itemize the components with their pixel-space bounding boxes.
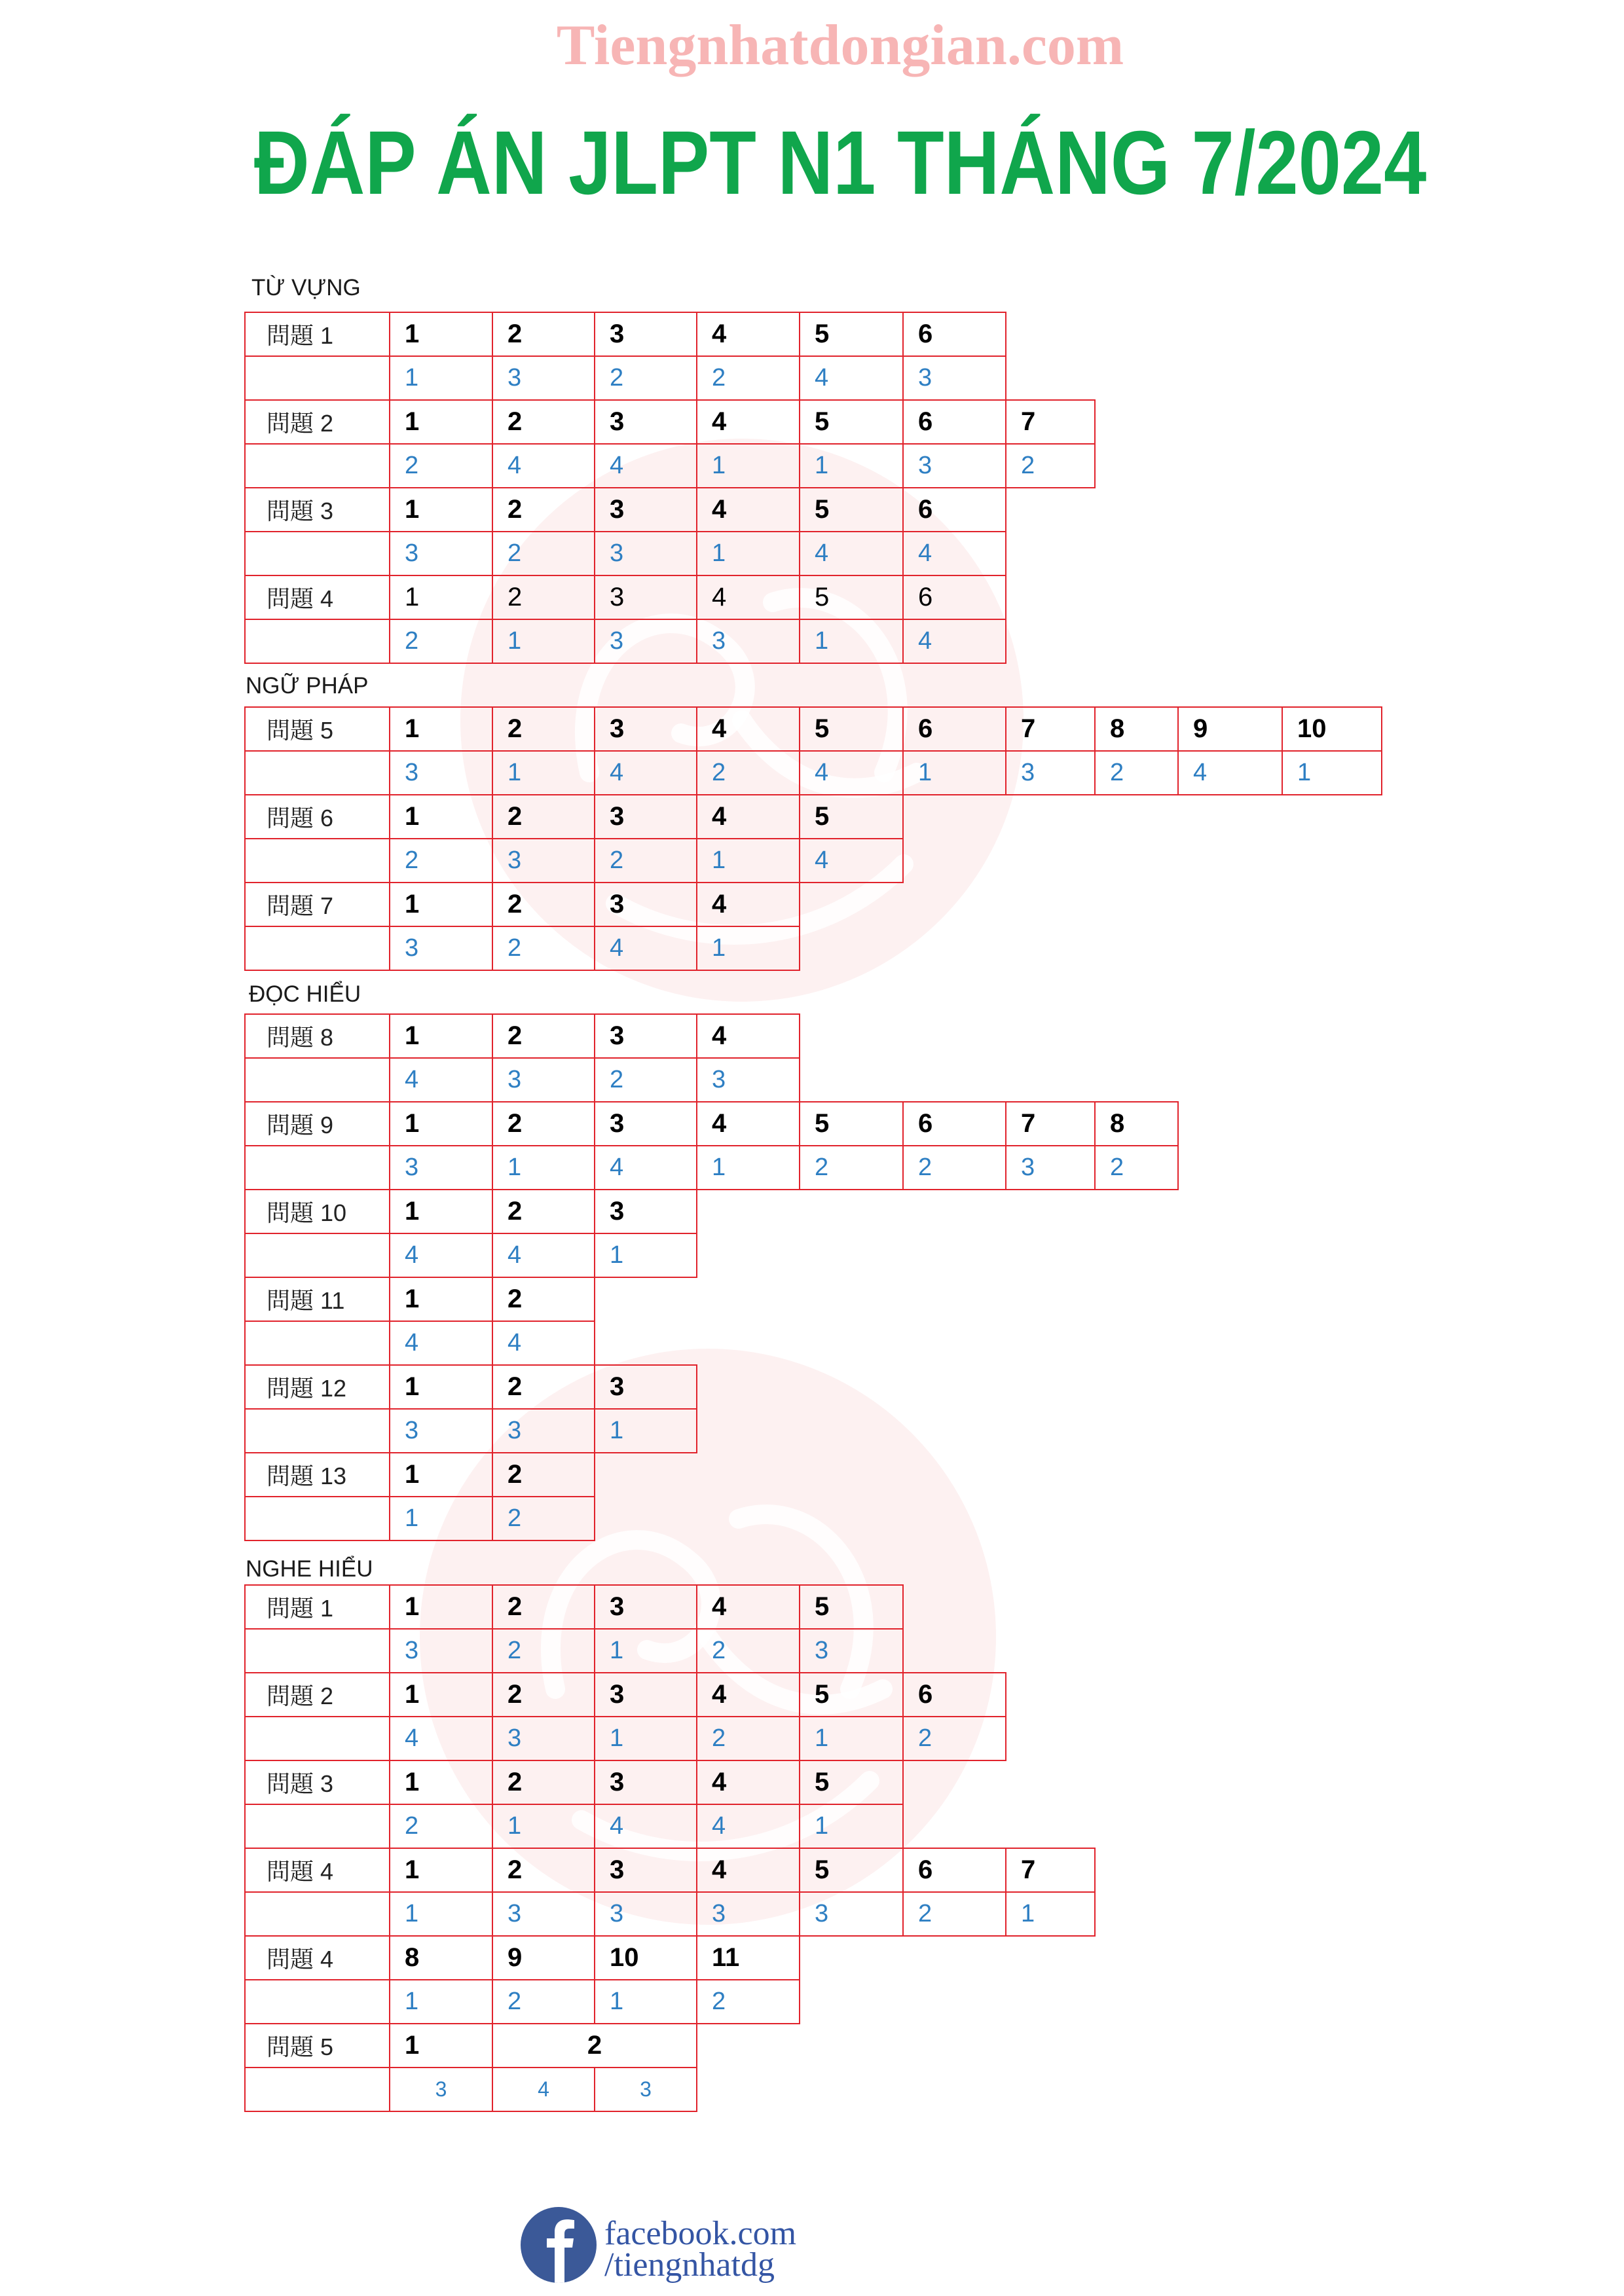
question-number: 4: [696, 575, 800, 620]
question-number: 1: [389, 1584, 493, 1630]
question-number: 6: [902, 575, 1006, 620]
question-number: 2: [492, 487, 595, 532]
question-number: 5: [799, 1101, 904, 1146]
answer-value: 4: [492, 1321, 595, 1366]
answer-value: 4: [594, 1145, 697, 1190]
answer-value: 1: [594, 1716, 697, 1761]
question-number: 2: [492, 1452, 595, 1497]
label-blank-cell: [244, 1804, 390, 1849]
answer-value: 2: [696, 1979, 800, 2024]
answer-value: 1: [696, 926, 800, 971]
answer-value: 3: [696, 1057, 800, 1102]
question-number: 1: [389, 1101, 493, 1146]
answer-value: 3: [492, 1891, 595, 1937]
answer-value: 1: [389, 1496, 493, 1541]
question-number: 1: [389, 575, 493, 620]
answer-value: 2: [492, 531, 595, 576]
question-group-label: 問題 3: [244, 487, 390, 532]
question-number: 8: [389, 1935, 493, 1980]
question-number: 4: [696, 1584, 800, 1630]
question-number: 4: [696, 706, 800, 752]
question-number: 2: [492, 706, 595, 752]
answer-value: 2: [389, 619, 493, 664]
answer-value: 3: [492, 1057, 595, 1102]
label-blank-cell: [244, 443, 390, 488]
answer-value: 2: [492, 1979, 595, 2024]
answer-value: 3: [389, 926, 493, 971]
label-blank-cell: [244, 619, 390, 664]
question-number: 2: [492, 312, 595, 357]
question-number: 6: [902, 312, 1006, 357]
question-number: 3: [594, 1672, 697, 1717]
answer-value: 4: [799, 750, 904, 795]
answer-value: 1: [799, 1804, 904, 1849]
facebook-link-path: /tiengnhatdg: [604, 2246, 775, 2284]
question-number: 1: [389, 794, 493, 839]
question-number: 1: [389, 1452, 493, 1497]
question-number: 2: [492, 575, 595, 620]
answer-value: 2: [696, 750, 800, 795]
question-number: 2: [492, 1189, 595, 1234]
question-number: 2: [492, 1364, 595, 1410]
question-number: 3: [594, 575, 697, 620]
answer-value: 1: [594, 1233, 697, 1278]
question-number: 8: [1094, 706, 1179, 752]
question-number: 2: [492, 1013, 595, 1059]
answer-value: 1: [902, 750, 1006, 795]
question-number: 5: [799, 706, 904, 752]
answer-value: 3: [594, 619, 697, 664]
answer-value: 3: [492, 355, 595, 401]
question-number: 5: [799, 1760, 904, 1805]
answer-value: 1: [799, 1716, 904, 1761]
answer-value: 3: [594, 2067, 697, 2112]
question-number: 5: [799, 399, 904, 445]
question-number: 4: [696, 1672, 800, 1717]
answer-value: 2: [696, 1716, 800, 1761]
question-number: 10: [594, 1935, 697, 1980]
question-group-label: 問題 6: [244, 794, 390, 839]
question-number: 3: [594, 1364, 697, 1410]
question-group-label: 問題 11: [244, 1277, 390, 1322]
question-number: 3: [594, 1101, 697, 1146]
answer-value: 4: [389, 1716, 493, 1761]
question-number: 4: [696, 882, 800, 927]
facebook-icon: [521, 2207, 597, 2283]
answer-value: 2: [492, 1628, 595, 1673]
question-group-label: 問題 5: [244, 706, 390, 752]
answer-value: 2: [492, 1496, 595, 1541]
answer-value: 2: [696, 355, 800, 401]
question-group-label: 問題 5: [244, 2023, 390, 2068]
question-number: 3: [594, 1760, 697, 1805]
question-number: 1: [389, 882, 493, 927]
answer-value: 2: [1094, 750, 1179, 795]
answer-value: 1: [696, 443, 800, 488]
answer-value: 3: [1005, 1145, 1096, 1190]
question-number: 5: [799, 794, 904, 839]
answer-value: 1: [389, 1979, 493, 2024]
answer-value: 4: [1177, 750, 1283, 795]
answer-value: 3: [696, 1891, 800, 1937]
question-number: 4: [696, 1101, 800, 1146]
label-blank-cell: [244, 355, 390, 401]
answer-value: 4: [492, 443, 595, 488]
answer-value: 3: [389, 750, 493, 795]
answer-value: 3: [492, 838, 595, 883]
answer-value: 2: [902, 1145, 1006, 1190]
section-title: NGỮ PHÁP: [246, 673, 369, 699]
question-number: 2: [492, 882, 595, 927]
section-title: TỪ VỰNG: [251, 275, 361, 301]
answer-value: 4: [696, 1804, 800, 1849]
question-number: 1: [389, 1672, 493, 1717]
answer-value: 3: [594, 1891, 697, 1937]
answer-value: 3: [799, 1628, 904, 1673]
answer-value: 3: [799, 1891, 904, 1937]
answer-value: 4: [799, 838, 904, 883]
answer-value: 3: [389, 2067, 493, 2112]
answer-value: 4: [492, 1233, 595, 1278]
facebook-link: [604, 2215, 797, 2284]
label-blank-cell: [244, 531, 390, 576]
answer-value: 2: [594, 838, 697, 883]
answer-value: 1: [1282, 750, 1382, 795]
question-number: 1: [389, 2023, 493, 2068]
question-number: 3: [594, 706, 697, 752]
question-group-label: 問題 8: [244, 1013, 390, 1059]
question-group-label: 問題 7: [244, 882, 390, 927]
answer-value: 1: [492, 619, 595, 664]
label-blank-cell: [244, 1321, 390, 1366]
answer-value: 4: [389, 1057, 493, 1102]
question-number: 2: [492, 1277, 595, 1322]
answer-value: 1: [799, 443, 904, 488]
question-number: 6: [902, 1672, 1006, 1717]
answer-value: 4: [799, 531, 904, 576]
label-blank-cell: [244, 1145, 390, 1190]
question-number: 2: [492, 399, 595, 445]
answer-value: 2: [492, 926, 595, 971]
answer-value: 4: [594, 750, 697, 795]
question-number: 9: [492, 1935, 595, 1980]
answer-value: 1: [799, 619, 904, 664]
label-blank-cell: [244, 1628, 390, 1673]
answer-value: 2: [389, 443, 493, 488]
question-number: 4: [696, 399, 800, 445]
question-number: 3: [594, 1584, 697, 1630]
answer-value: 3: [902, 443, 1006, 488]
answer-value: 2: [594, 1057, 697, 1102]
question-number: 4: [696, 1013, 800, 1059]
answer-value: 1: [696, 531, 800, 576]
label-blank-cell: [244, 1408, 390, 1453]
question-number: 2: [492, 1672, 595, 1717]
question-number: 11: [696, 1935, 800, 1980]
question-number: 4: [696, 1760, 800, 1805]
answer-value: 1: [492, 750, 595, 795]
question-number: 4: [696, 1848, 800, 1893]
section-title: ĐỌC HIỂU: [249, 981, 361, 1007]
answer-value: 4: [902, 619, 1006, 664]
answer-value: 2: [1005, 443, 1096, 488]
answer-value: 1: [389, 355, 493, 401]
facebook-link-domain: facebook.com: [604, 2215, 797, 2252]
label-blank-cell: [244, 2067, 390, 2112]
question-number: 5: [799, 487, 904, 532]
question-number: 2: [492, 794, 595, 839]
question-group-label: 問題 4: [244, 575, 390, 620]
answer-value: 4: [594, 443, 697, 488]
question-number: 2: [492, 1848, 595, 1893]
question-number: 4: [696, 487, 800, 532]
answer-value: 3: [389, 1408, 493, 1453]
answer-value: 3: [492, 1716, 595, 1761]
question-number: 1: [389, 399, 493, 445]
question-number: 7: [1005, 1101, 1096, 1146]
answer-value: 4: [389, 1321, 493, 1366]
question-number: 2: [492, 2023, 697, 2068]
question-number: 8: [1094, 1101, 1179, 1146]
question-number: 4: [696, 794, 800, 839]
question-number: 1: [389, 1760, 493, 1805]
question-number: 3: [594, 1013, 697, 1059]
question-number: 5: [799, 1848, 904, 1893]
question-number: 2: [492, 1760, 595, 1805]
question-number: 10: [1282, 706, 1382, 752]
answer-value: 2: [696, 1628, 800, 1673]
question-number: 3: [594, 794, 697, 839]
question-group-label: 問題 13: [244, 1452, 390, 1497]
label-blank-cell: [244, 1716, 390, 1761]
label-blank-cell: [244, 1233, 390, 1278]
answer-value: 3: [902, 355, 1006, 401]
answer-value: 1: [492, 1804, 595, 1849]
label-blank-cell: [244, 926, 390, 971]
answer-value: 4: [389, 1233, 493, 1278]
answer-value: 3: [389, 1628, 493, 1673]
question-number: 7: [1005, 399, 1096, 445]
question-number: 6: [902, 1101, 1006, 1146]
answer-value: 2: [799, 1145, 904, 1190]
question-number: 3: [594, 399, 697, 445]
question-number: 3: [594, 487, 697, 532]
answer-value: 4: [594, 926, 697, 971]
question-number: 2: [492, 1584, 595, 1630]
question-group-label: 問題 2: [244, 1672, 390, 1717]
label-blank-cell: [244, 1057, 390, 1102]
question-number: 1: [389, 487, 493, 532]
answer-value: 1: [696, 838, 800, 883]
question-number: 1: [389, 706, 493, 752]
question-number: 7: [1005, 1848, 1096, 1893]
page-title: [56, 113, 1624, 213]
answer-value: 2: [389, 838, 493, 883]
answer-value: 3: [594, 531, 697, 576]
question-number: 5: [799, 575, 904, 620]
question-number: 1: [389, 1848, 493, 1893]
question-number: 3: [594, 1848, 697, 1893]
question-number: 3: [594, 1189, 697, 1234]
question-number: 6: [902, 1848, 1006, 1893]
question-group-label: 問題 4: [244, 1935, 390, 1980]
question-number: 1: [389, 1013, 493, 1059]
label-blank-cell: [244, 750, 390, 795]
question-group-label: 問題 12: [244, 1364, 390, 1410]
question-group-label: 問題 10: [244, 1189, 390, 1234]
answer-value: 3: [696, 619, 800, 664]
label-blank-cell: [244, 838, 390, 883]
answer-value: 1: [594, 1979, 697, 2024]
question-number: 9: [1177, 706, 1283, 752]
question-number: 2: [492, 1101, 595, 1146]
answer-value: 1: [594, 1408, 697, 1453]
question-group-label: 問題 2: [244, 399, 390, 445]
answer-value: 3: [1005, 750, 1096, 795]
answer-value: 3: [389, 531, 493, 576]
answer-value: 2: [389, 1804, 493, 1849]
question-number: 1: [389, 1189, 493, 1234]
question-number: 1: [389, 312, 493, 357]
question-number: 5: [799, 312, 904, 357]
answer-value: 4: [799, 355, 904, 401]
question-number: 5: [799, 1672, 904, 1717]
label-blank-cell: [244, 1979, 390, 2024]
answer-value: 2: [1094, 1145, 1179, 1190]
question-group-label: 問題 3: [244, 1760, 390, 1805]
label-blank-cell: [244, 1496, 390, 1541]
question-group-label: 問題 1: [244, 1584, 390, 1630]
answer-value: 1: [696, 1145, 800, 1190]
answer-value: 1: [594, 1628, 697, 1673]
answer-value: 4: [594, 1804, 697, 1849]
answer-value: 1: [492, 1145, 595, 1190]
answer-value: 4: [902, 531, 1006, 576]
answer-value: 1: [1005, 1891, 1096, 1937]
question-number: 6: [902, 487, 1006, 532]
section-title: NGHE HIỂU: [246, 1556, 373, 1582]
answer-value: 1: [389, 1891, 493, 1937]
question-number: 3: [594, 312, 697, 357]
question-number: 4: [696, 312, 800, 357]
question-number: 1: [389, 1364, 493, 1410]
answer-value: 3: [492, 1408, 595, 1453]
answer-value: 2: [902, 1716, 1006, 1761]
answer-value: 3: [389, 1145, 493, 1190]
answer-value: 2: [902, 1891, 1006, 1937]
question-group-label: 問題 9: [244, 1101, 390, 1146]
label-blank-cell: [244, 1891, 390, 1937]
page-title-text: ĐÁP ÁN JLPT N1 THÁNG 7/2024: [253, 113, 1427, 213]
answer-value: 4: [492, 2067, 595, 2112]
question-number: 3: [594, 882, 697, 927]
question-group-label: 問題 4: [244, 1848, 390, 1893]
answer-value: 2: [594, 355, 697, 401]
question-group-label: 問題 1: [244, 312, 390, 357]
question-number: 1: [389, 1277, 493, 1322]
question-number: 7: [1005, 706, 1096, 752]
question-number: 5: [799, 1584, 904, 1630]
question-number: 6: [902, 706, 1006, 752]
site-name: Tiengnhatdongian.com: [556, 14, 1124, 77]
question-number: 6: [902, 399, 1006, 445]
